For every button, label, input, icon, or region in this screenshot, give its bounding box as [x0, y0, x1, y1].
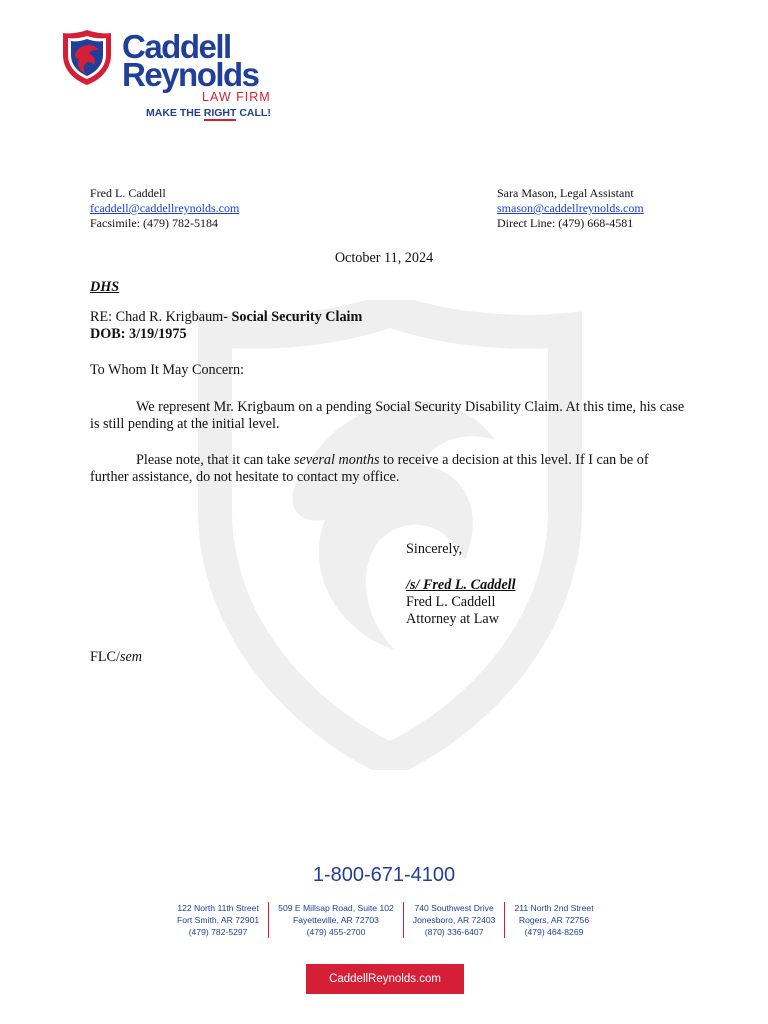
- shield-watermark-icon: [195, 300, 585, 770]
- office-street: 740 Southwest Drive: [414, 903, 494, 913]
- closing: Sincerely,: [406, 541, 463, 557]
- paragraph-1: We represent Mr. Krigbaum on a pending Social Security Disability Claim. At this time, his case is still pending at the initial level.: [90, 399, 685, 432]
- initials: [90, 649, 142, 666]
- paragraph-2-emphasis: several months: [293, 452, 380, 468]
- tagline-suffix: CALL!: [236, 107, 271, 119]
- letter-date: October 11, 2024: [334, 250, 434, 266]
- dob-line: DOB: 3/19/1975: [90, 326, 187, 342]
- logo-name-line2: Reynolds: [122, 56, 259, 93]
- office-phone: (479) 782-5297: [188, 927, 248, 937]
- website-button[interactable]: CaddellReynolds.com: [306, 964, 464, 994]
- sender-right-email-link[interactable]: smason@caddellreynolds.com: [497, 201, 644, 215]
- tagline-emphasis: RIGHT: [203, 107, 237, 119]
- sender-left-block: [90, 186, 239, 231]
- sender-left-email-link[interactable]: fcaddell@caddellreynolds.com: [90, 201, 240, 215]
- paragraph-2: [90, 452, 690, 486]
- footer-phone: 1-800-671-4100: [312, 864, 456, 886]
- office-phone: (479) 455-2700: [306, 927, 366, 937]
- recipient: DHS: [90, 279, 120, 295]
- office-list: [168, 902, 608, 938]
- re-subject: Social Security Claim: [231, 309, 363, 325]
- sender-right-phone: Direct Line: (479) 668-4581: [497, 216, 634, 230]
- initials-lower: sem: [119, 649, 143, 665]
- logo-name-line1: Caddell: [122, 28, 231, 65]
- office-street: 509 E Millsap Road, Suite 102: [278, 903, 394, 913]
- office-rogers: [504, 902, 602, 938]
- office-city: Fayetteville, AR 72703: [292, 915, 379, 925]
- office-city: Jonesboro, AR 72403: [412, 915, 496, 925]
- office-street: 211 North 2nd Street: [514, 903, 594, 913]
- eagle-shield-icon: [60, 28, 114, 86]
- office-fayetteville: [268, 902, 403, 938]
- office-city: Rogers, AR 72756: [518, 915, 590, 925]
- sender-left-name: Fred L. Caddell: [90, 186, 166, 200]
- tagline-prefix: MAKE THE: [146, 107, 204, 119]
- office-phone: (870) 336-6407: [424, 927, 484, 937]
- paragraph-2-end: to receive a decision at this level. If I can be of further assistance, do not hesitate to contact my office.: [90, 452, 649, 485]
- e-signature: /s/ Fred L. Caddell: [406, 577, 516, 593]
- signer-name: Fred L. Caddell: [406, 594, 496, 610]
- office-jonesboro: [403, 902, 505, 938]
- salutation: To Whom It May Concern:: [90, 362, 244, 378]
- office-street: 122 North 11th Street: [177, 903, 259, 913]
- office-city: Fort Smith, AR 72901: [177, 915, 260, 925]
- sender-right-name: Sara Mason, Legal Assistant: [497, 186, 634, 200]
- initials-upper: FLC/: [90, 649, 120, 665]
- sender-left-fax: Facsimile: (479) 782-5184: [90, 216, 218, 230]
- office-fort-smith: [168, 902, 268, 938]
- re-line: [90, 309, 362, 326]
- re-prefix: RE: Chad R. Krigbaum-: [90, 309, 232, 325]
- signer-title: Attorney at Law: [406, 611, 499, 627]
- office-phone: (479) 464-8269: [524, 927, 584, 937]
- logo-tagline: [146, 107, 271, 119]
- firm-logo: [58, 28, 298, 128]
- logo-subtitle: LAW FIRM: [202, 90, 271, 104]
- paragraph-2-start: Please note, that it can take: [136, 452, 294, 468]
- sender-right-block: [497, 186, 644, 231]
